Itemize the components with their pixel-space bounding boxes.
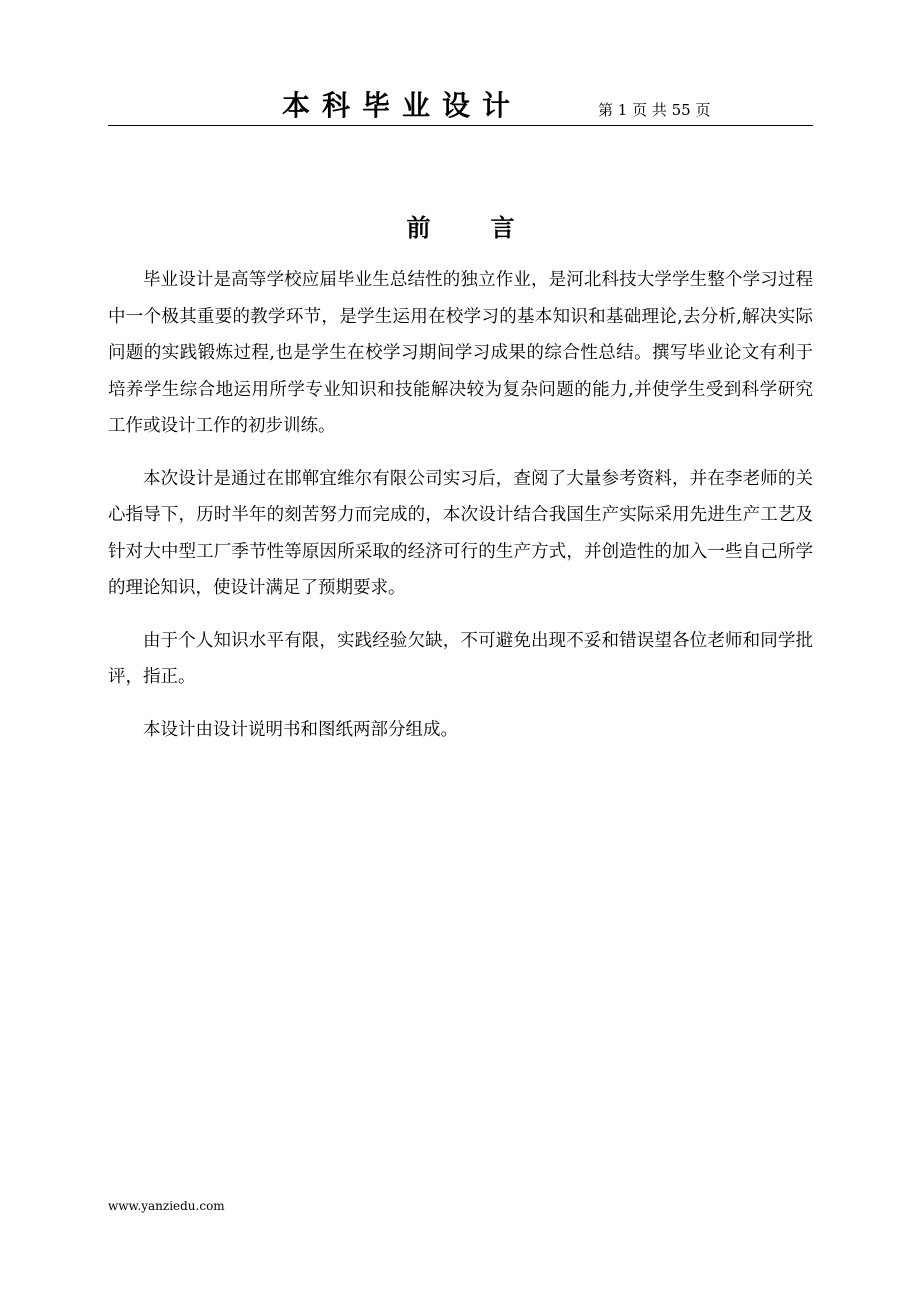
paragraph-3: 由于个人知识水平有限，实践经验欠缺，不可避免出现不妥和错误望各位老师和同学批评，指正。 — [108, 630, 813, 687]
document-header-title: 本科毕业设计 — [282, 89, 523, 122]
paragraph-1: 毕业设计是高等学校应届毕业生总结性的独立作业，是河北科技大学学生整个学习过程中一个极其重要的教学环节，是学生运用在校学习的基本知识和基础理论,去分析,解决实际问题的实践锻炼过程,也是学生在校学习期间学习成果的综合性总结。撰写毕业论文有利于培养学生综合地运用所学专业知识和技能解决较为复杂问题的能力,并使学生受到科学研究工作或设计工作的初步训练。 — [108, 270, 813, 436]
section-heading-preface: 前言 — [406, 214, 575, 242]
header-divider — [108, 125, 813, 126]
page-number-info: 第 1 页 共 55 页 — [598, 101, 711, 119]
paragraph-4: 本设计由设计说明书和图纸两部分组成。 — [143, 719, 458, 740]
preface-body — [108, 262, 813, 764]
paragraph-2: 本次设计是通过在邯郸宜维尔有限公司实习后，查阅了大量参考资料，并在李老师的关心指导下，历时半年的刻苦努力而完成的，本次设计结合我国生产实际采用先进生产工艺及针对大中型工厂季节性等原因所采取的经济可行的生产方式，并创造性的加入一些自己所学的理论知识，使设计满足了预期要求。 — [108, 468, 813, 598]
footer-website-url: www.yanziedu.com — [108, 1199, 225, 1213]
